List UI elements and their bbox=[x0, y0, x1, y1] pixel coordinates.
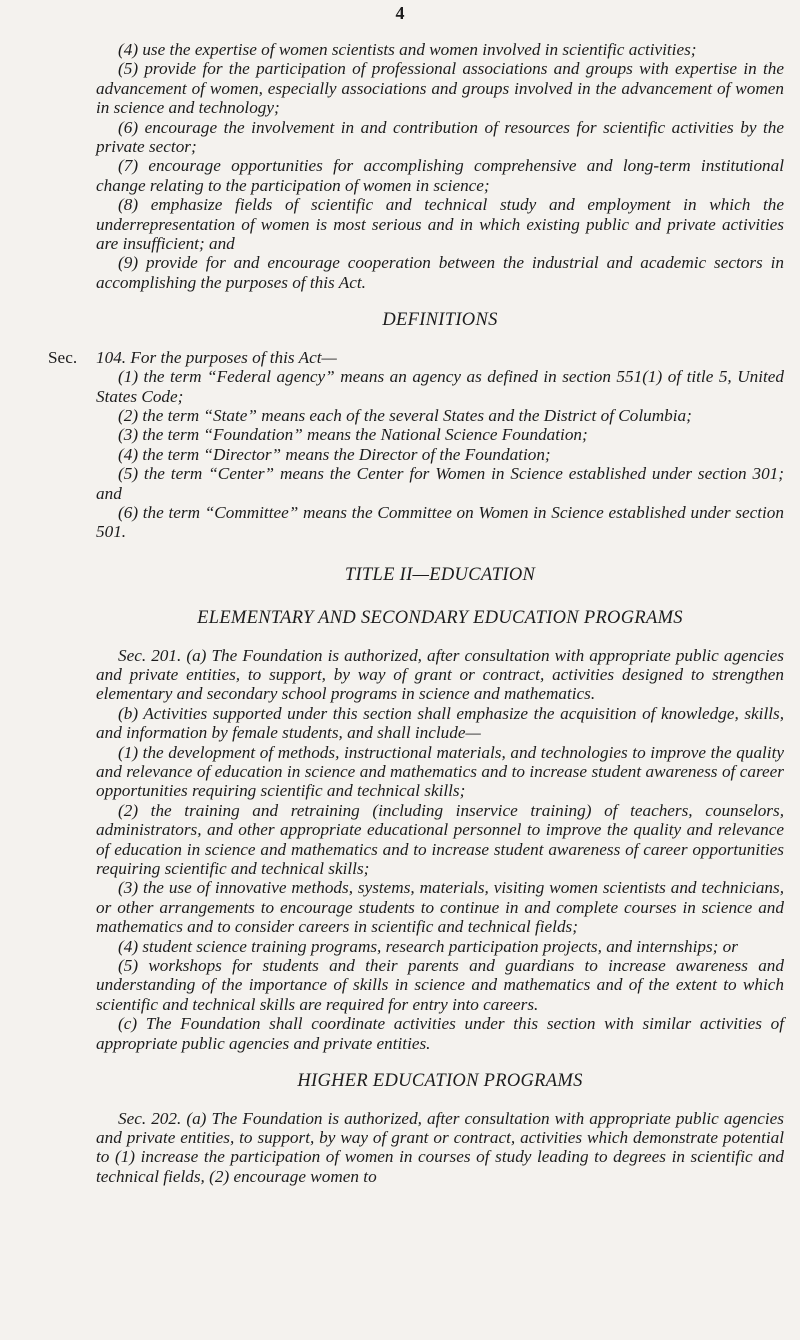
definitions-lead: 104. For the purposes of this Act— bbox=[96, 347, 337, 367]
sec-201-a: Sec. 201. (a) The Foundation is authorized, after consultation with appropriate public agencies and private entities, to support, by way of grant or contract, activities designed to strengthen elementary and secondary school programs in science and mathematics. bbox=[96, 645, 784, 704]
page-content bbox=[48, 40, 784, 1186]
definition-item-2: (2) the term “State” means each of the several States and the District of Columbia; bbox=[118, 405, 692, 425]
sec-201-b-item-1: (1) the development of methods, instructional materials, and technologies to improve the quality and relevance of education in science and mathematics and to increase student awareness of career opportunities requiring scientific and technical skills; bbox=[96, 742, 784, 801]
higher-heading: HIGHER EDUCATION PROGRAMS bbox=[297, 1071, 583, 1092]
intro-item-5: (5) provide for the participation of professional associations and groups with expertise in the advancement of women, especially associations and groups involved in the advancement of women in science and technology; bbox=[96, 59, 784, 118]
sec-margin-label: Sec. bbox=[48, 347, 78, 367]
higher-section bbox=[96, 1109, 784, 1187]
page-number: 4 bbox=[395, 3, 405, 23]
elementary-section bbox=[96, 646, 784, 1054]
sec-201-b: (b) Activities supported under this section shall emphasize the acquisition of knowledge, skills, and information by female students, and shall include— bbox=[96, 703, 784, 743]
sec-201-b-item-4: (4) student science training programs, research participation projects, and internships; or bbox=[118, 936, 738, 956]
elementary-heading: ELEMENTARY AND SECONDARY EDUCATION PROGRAMS bbox=[197, 608, 683, 629]
definitions-heading: DEFINITIONS bbox=[382, 310, 498, 331]
intro-item-7: (7) encourage opportunities for accomplishing comprehensive and long-term institutional change relating to the participation of women in science; bbox=[96, 156, 784, 195]
intro-item-4: (4) use the expertise of women scientists and women involved in scientific activities; bbox=[118, 40, 697, 59]
intro-list bbox=[96, 40, 784, 292]
sec-201-b-item-2: (2) the training and retraining (including inservice training) of teachers, counselors, administrators, and other appropriate educational personnel to improve the quality and relevance of education in science and mathematics and to increase student awareness of career opportunities requiring scientific and technical skills; bbox=[96, 800, 784, 879]
title-heading: TITLE II—EDUCATION bbox=[344, 564, 536, 585]
sec-201-c: (c) The Foundation shall coordinate activities under this section with similar activities of appropriate public agencies and private entities. bbox=[96, 1014, 784, 1053]
definitions-section bbox=[48, 347, 784, 542]
sec-201-b-item-5: (5) workshops for students and their parents and guardians to increase awareness and understanding of the importance of skills in science and mathematics and of the extent to which scientific and technical skills are required for entry into careers. bbox=[96, 956, 784, 1014]
definition-item-1: (1) the term “Federal agency” means an agency as defined in section 551(1) of title 5, United States Code; bbox=[96, 367, 784, 406]
sec-202-a: Sec. 202. (a) The Foundation is authorized, after consultation with appropriate public agencies and private entities, to support, by way of grant or contract, activities which demonstrate potential to (1) increase the participation of women in courses of study leading to degrees in scientific and technical fields, (2) encourage women to bbox=[96, 1108, 784, 1186]
definition-item-6: (6) the term “Committee” means the Committee on Women in Science established under section 501. bbox=[96, 502, 784, 542]
definition-item-4: (4) the term “Director” means the Director of the Foundation; bbox=[118, 444, 551, 464]
intro-item-9: (9) provide for and encourage cooperation between the industrial and academic sectors in accomplishing the purposes of this Act. bbox=[96, 253, 784, 292]
definition-item-5: (5) the term “Center” means the Center for Women in Science established under section 301; and bbox=[96, 464, 784, 503]
definition-item-3: (3) the term “Foundation” means the National Science Foundation; bbox=[118, 425, 588, 445]
intro-item-6: (6) encourage the involvement in and contribution of resources for scientific activities by the private sector; bbox=[96, 117, 784, 157]
sec-201-b-item-3: (3) the use of innovative methods, systems, materials, visiting women scientists and technicians, or other arrangements to encourage students to continue in and complete courses in science and mathematics and to consider careers in scientific and technical fields; bbox=[96, 878, 784, 937]
intro-item-8: (8) emphasize fields of scientific and technical study and employment in which the underrepresentation of women is most serious and in which existing public and private activities are insufficient; and bbox=[96, 195, 784, 254]
